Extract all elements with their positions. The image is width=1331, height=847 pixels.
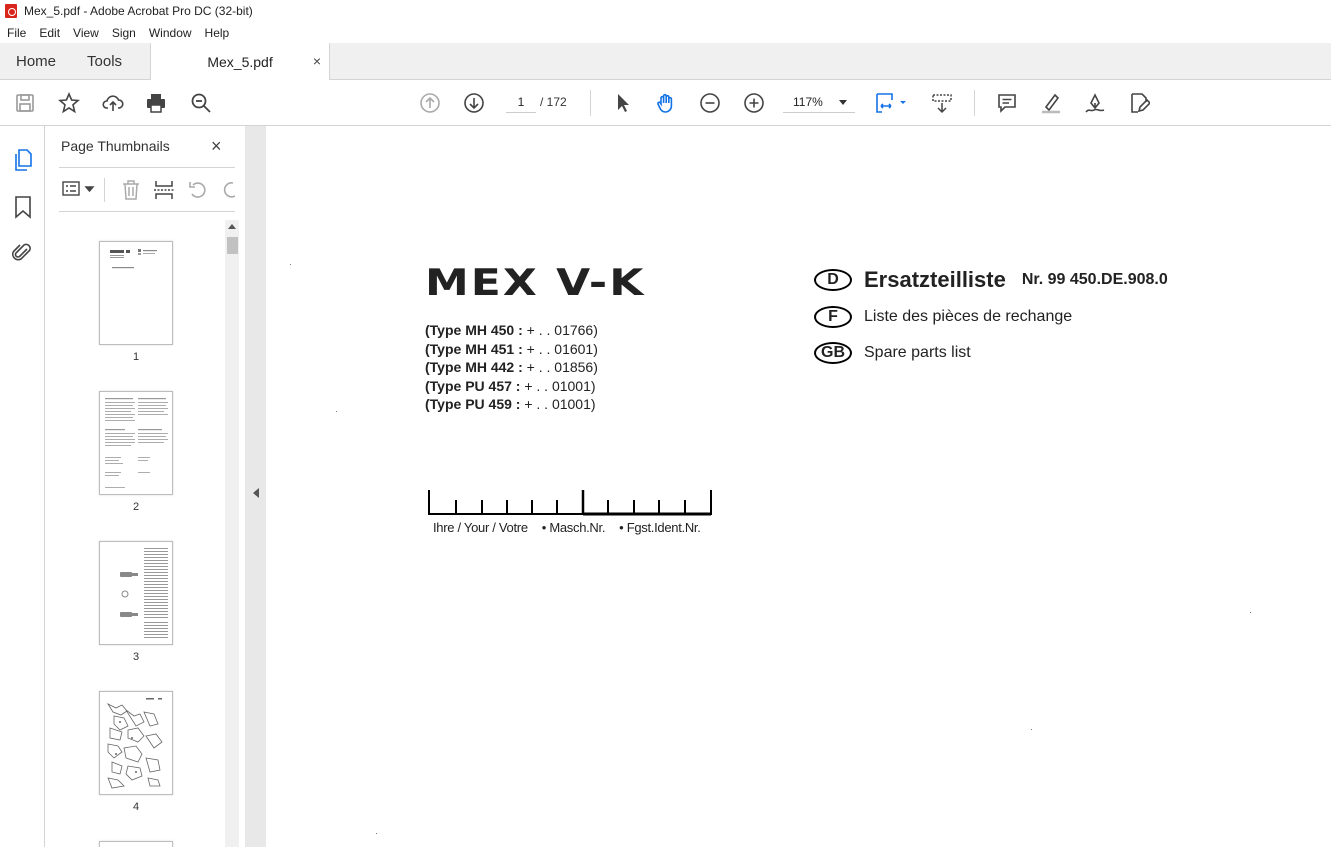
document-number: Nr. 99 450.DE.908.0 xyxy=(1021,271,1168,288)
panel-toolbar-separator xyxy=(104,178,105,202)
next-page-icon[interactable] xyxy=(462,91,486,115)
menu-help[interactable]: Help xyxy=(204,25,230,40)
menu-edit[interactable]: Edit xyxy=(39,25,61,40)
language-text: Liste des pièces de rechange xyxy=(864,308,1073,325)
language-badge: GB xyxy=(814,342,852,364)
ruler-label-machine: • Masch.Nr. xyxy=(541,520,606,535)
page-fit-icon[interactable] xyxy=(874,91,908,115)
previous-page-icon[interactable] xyxy=(418,91,442,115)
panel-divider xyxy=(59,211,235,212)
menu-window[interactable]: Window xyxy=(148,25,192,40)
bookmarks-icon[interactable] xyxy=(13,195,33,224)
insert-pages-icon[interactable] xyxy=(153,179,175,206)
tab-tools[interactable]: Tools xyxy=(87,52,123,70)
draw-sign-icon[interactable] xyxy=(1083,91,1107,115)
select-cursor-icon[interactable] xyxy=(610,91,634,115)
zoom-level-value: 117% xyxy=(793,95,823,109)
print-icon[interactable] xyxy=(144,91,168,115)
rotate-counterclockwise-icon[interactable] xyxy=(187,179,209,206)
highlight-pen-icon[interactable] xyxy=(1039,91,1063,115)
page-total: / 172 xyxy=(540,95,567,109)
language-text: Spare parts list xyxy=(864,344,971,361)
zoom-in-icon[interactable] xyxy=(742,91,766,115)
scan-speck xyxy=(1250,612,1251,613)
language-badge: F xyxy=(814,306,852,328)
cloud-upload-icon[interactable] xyxy=(101,91,125,115)
page-thumbnail[interactable] xyxy=(99,391,173,495)
language-line-de xyxy=(814,267,1168,293)
thumbnails-panel xyxy=(45,126,245,847)
panel-divider xyxy=(59,167,235,168)
close-panel-icon[interactable]: × xyxy=(211,136,222,156)
menu-sign[interactable]: Sign xyxy=(111,25,136,40)
save-icon[interactable] xyxy=(13,91,37,115)
menu-view[interactable]: View xyxy=(73,25,99,40)
thumbnail-label: 1 xyxy=(132,351,140,363)
menu-bar xyxy=(0,22,1331,43)
scan-speck xyxy=(1031,729,1032,730)
thumbnail-options-icon[interactable] xyxy=(61,179,97,204)
zoom-level-select[interactable] xyxy=(783,91,855,113)
language-text: Ersatzteilliste xyxy=(864,267,1006,292)
type-line: (Type PU 459 : + . . 01001) xyxy=(425,396,596,412)
language-badge: D xyxy=(814,269,852,291)
tab-bar xyxy=(0,43,1331,80)
document-view[interactable] xyxy=(266,126,1331,847)
scrollbar-thumb[interactable] xyxy=(227,237,238,254)
collapse-arrow-icon xyxy=(253,488,259,498)
acrobat-pdf-icon xyxy=(5,4,17,18)
scan-speck xyxy=(376,833,377,834)
hand-tool-icon[interactable] xyxy=(654,91,678,115)
comment-icon[interactable] xyxy=(995,91,1019,115)
attachments-icon[interactable] xyxy=(11,240,33,269)
thumbnails-scrollbar[interactable] xyxy=(225,220,239,847)
delete-pages-icon[interactable] xyxy=(120,179,142,206)
find-zoom-icon[interactable] xyxy=(189,91,213,115)
page-thumbnails-icon[interactable] xyxy=(12,148,34,177)
scroll-mode-icon[interactable] xyxy=(930,91,954,115)
chevron-down-icon xyxy=(839,100,847,105)
page-thumbnail[interactable] xyxy=(99,241,173,345)
close-tab-icon[interactable]: × xyxy=(312,53,322,69)
toolbar-separator xyxy=(590,90,591,116)
serial-number-ruler xyxy=(428,488,712,516)
zoom-out-icon[interactable] xyxy=(698,91,722,115)
window-title: Mex_5.pdf - Adobe Acrobat Pro DC (32-bit) xyxy=(24,4,253,18)
rotate-clockwise-icon[interactable] xyxy=(219,179,235,206)
bookmark-star-icon[interactable] xyxy=(57,91,81,115)
thumbnail-list xyxy=(45,222,225,847)
page-thumbnail[interactable] xyxy=(99,541,173,645)
tab-document[interactable] xyxy=(150,43,330,80)
language-line-fr xyxy=(814,306,1072,328)
page-number-input[interactable]: 1 xyxy=(506,91,536,113)
scan-speck xyxy=(336,411,337,412)
navigation-rail xyxy=(0,126,45,847)
type-list xyxy=(425,321,598,414)
title-bar xyxy=(0,0,1331,22)
toolbar-separator xyxy=(974,90,975,116)
language-line-gb xyxy=(814,342,971,364)
tab-home[interactable]: Home xyxy=(16,52,57,70)
thumbnail-label: 2 xyxy=(132,501,140,513)
page-thumbnail[interactable] xyxy=(99,691,173,795)
type-line: (Type MH 450 : + . . 01766) xyxy=(425,322,598,338)
edit-pdf-icon[interactable] xyxy=(1127,91,1151,115)
ruler-label-chassis: • Fgst.Ident.Nr. xyxy=(619,520,701,535)
tab-document-label: Mex_5.pdf xyxy=(207,53,273,70)
thumbnail-label: 3 xyxy=(132,651,140,663)
document-title: MEX V-K xyxy=(425,262,646,304)
type-line: (Type MH 442 : + . . 01856) xyxy=(425,359,598,375)
scan-speck xyxy=(290,264,291,265)
type-line: (Type PU 457 : + . . 01001) xyxy=(425,377,596,394)
panel-title: Page Thumbnails xyxy=(61,138,170,154)
menu-file[interactable]: File xyxy=(7,25,27,40)
toolbar xyxy=(0,80,1331,126)
ruler-label-yours: Ihre / Your / Votre xyxy=(433,520,528,535)
collapse-panel-handle[interactable] xyxy=(245,126,266,847)
type-line: (Type MH 451 : + . . 01601) xyxy=(425,340,598,357)
page-thumbnail[interactable] xyxy=(99,841,173,847)
scroll-up-icon[interactable] xyxy=(228,224,236,229)
thumbnail-label: 4 xyxy=(132,801,140,813)
ruler-labels xyxy=(433,520,715,535)
